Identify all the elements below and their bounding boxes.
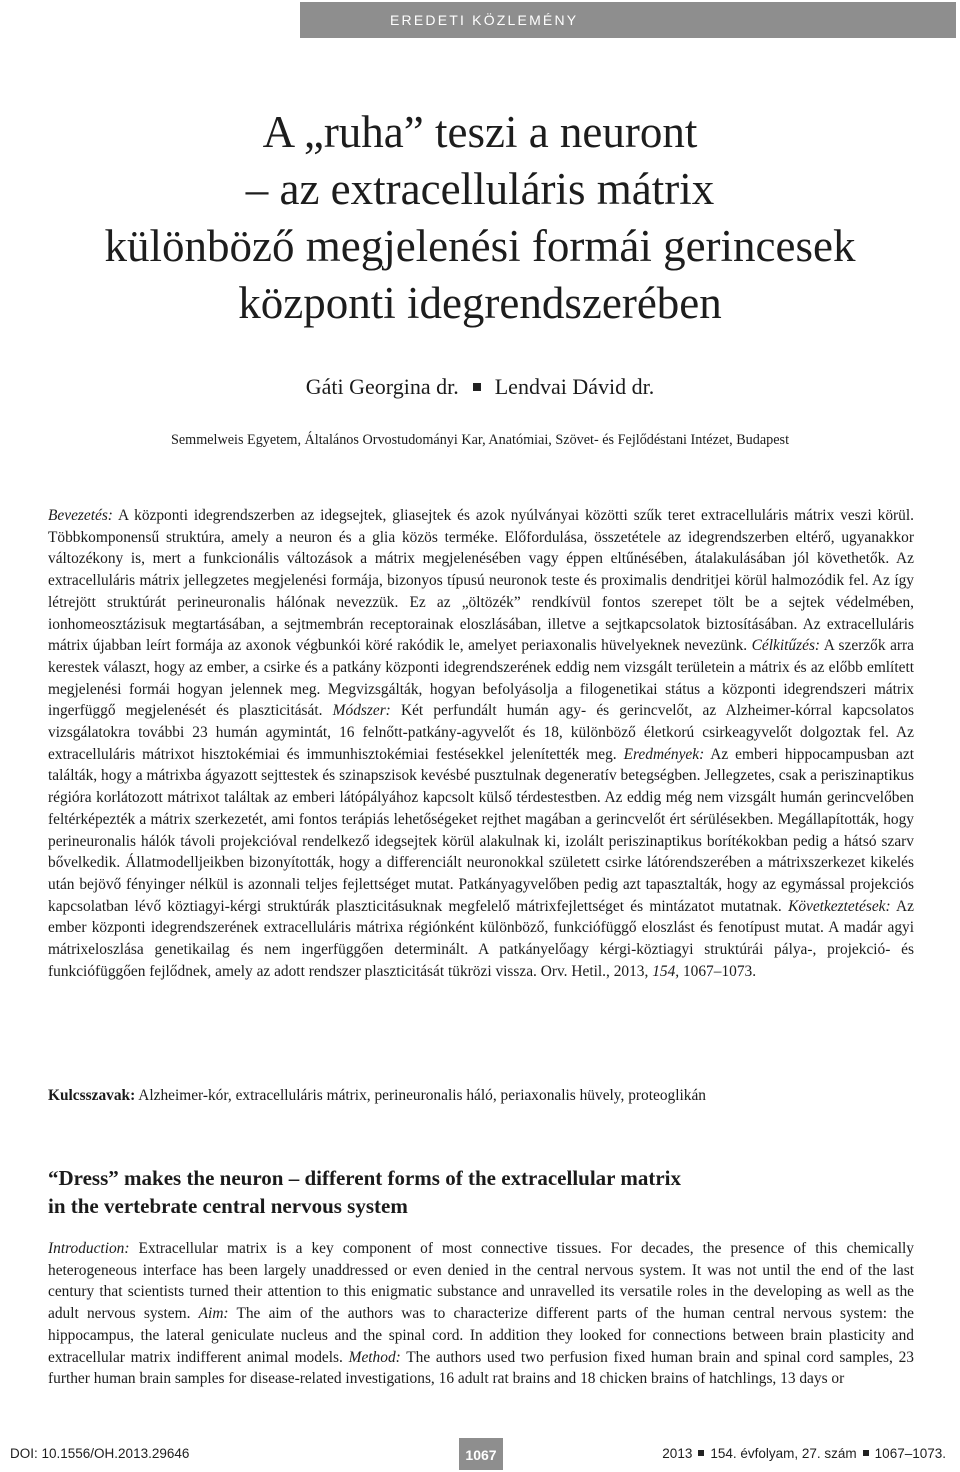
abstract-english (48, 1238, 914, 1390)
doi-link[interactable]: DOI: 10.1556/OH.2013.29646 (10, 1446, 190, 1461)
keywords-label: Kulcsszavak: (48, 1087, 136, 1104)
section-label: EREDETI KÖZLEMÉNY (300, 2, 956, 38)
citation-volume: 154. évfolyam, 27. szám (710, 1446, 857, 1461)
abstract-hungarian (48, 505, 914, 982)
abstract-heading: Módszer: (332, 702, 391, 720)
abstract-text: Az emberi hippocampusban azt találták, hogy a mátrixba ágyazott sejttestek és szinapszisok kevésbé pusztulnak degeneratív betegségben. Jellegzetes, csak a periszinaptikus régióra korlátozott mátrixot találtak az emberi látópályához kapcsolt külső térdestestben. Az eddig még nem vizsgált humán gerincvelőben feltérképezték a mátrix szerkezetét, ami fontos terápiás lehetőségeket rejthet magában a gerincvelőt ért sérülésekben. Megállapították, hogy perineuronalis hálók távoli projekcióval rendelkező idegsejtek körül alakulnak ki, izolált periszinaptikus borítékokban pedig a hátsó szarv bővelkedik. Állatmodelljeikben bizonyították, hogy a differenciált neuronokkal született csirke látórendszerében a mátrixszerkezet kikelés után bejövő fényinger nélkül is azonnali teljes fejlettséget mutat. Patkányagyvelőben pedig azt tapasztalták, hogy az egymással projekciós kapcsolatban lévő köztiagyi-kérgi struktúrák plaszticitásuknak megfelelő mátrixfejlettséget és mintázatot mutatnak. (48, 745, 914, 915)
abstract-heading: Célkitűzés: (751, 637, 821, 655)
abstract-text: Két perfundált humán agy- és gerincvelőt, az Alzheimer-kórral kapcsolatos vizsgálatokra további 23 humán agymintát, 16 felnőtt-patkány-agyvelőt és 18, különböző életkorú csirkeagyvelőt dolgoztak fel. Az extracelluláris mátrixot hisztokémiai és immunhisztokémiai festésekkel jelenítették meg. (48, 702, 914, 763)
separator-square-icon (698, 1450, 704, 1456)
separator-square-icon (473, 383, 481, 391)
title-line: különböző megjelenési formái gerincesek (104, 221, 856, 271)
english-title-line: in the vertebrate central nervous system (48, 1194, 408, 1218)
english-title-line: “Dress” makes the neuron – different forms of the extracellular matrix (48, 1166, 681, 1190)
english-title (48, 1164, 928, 1220)
abstract-heading: Következtetések: (788, 897, 891, 915)
page-footer (0, 1438, 960, 1470)
title-line: központi idegrendszerében (238, 278, 722, 328)
abstract-text: A központi idegrendszerben az idegsejtek, gliasejtek és azok nyúlványai közötti szűk teret extracelluláris mátrix veszi körül. Többkomponensű struktúra, amely a neuron és a glia közös terméke. Előfordulása, összetétele az idegrendszerben eltérő, ugyanakkor változékony is, mert a funkcionális változások a mátrix megjelenésében vagy éppen eltűnésében, átalakulásában jól követhetők. Az extracelluláris mátrix jellegzetes megjelenési formája, bizonyos típusú neuronok teste és proximalis dendritjei körül halmozódik fel. Az így létrejött struktúrát perineuronalis hálónak nevezzük. Ez az „öltözék” rendkívül fontos szerepet tölt be a sejtek védelmében, ionhomeosztázisuk megtartásában, a sejtmembrán receptorainak eloszlásában, illetve a sejtkapcsolatok biztosításában. Az extracelluláris mátrix újabban leírt formája az axonok végbunkói köré rakódik le, amelyet periaxonalis hüvelyeknek nevezünk. (48, 507, 914, 655)
page-range: 1067–1073. (679, 962, 757, 980)
article-title (0, 104, 960, 332)
abstract-heading: Introduction: (48, 1240, 130, 1257)
abstract-heading: Method: (348, 1348, 401, 1366)
abstract-text: The authors used two perfusion fixed human brain and spinal cord samples, 23 further human brain samples for disease-related investigations, 16 adult rat brains and 18 chicken brains of hatchlings, 13 days or (48, 1348, 914, 1388)
title-line: A „ruha” teszi a neuront (262, 107, 698, 157)
abstract-text: Extracellular matrix is a key component of most connective tissues. For decades, the presence of this chemically heterogeneous interface has been largely unaddressed or even denied in the central nervous system. It was not until the end of the last century that scientists turned their attention to this enigmatic substance and unravelled its versatile roles in the developing as well as the adult nervous system. (48, 1240, 914, 1323)
citation-year: 2013 (662, 1446, 693, 1461)
keywords (48, 1085, 914, 1107)
abstract-heading: Aim: (198, 1305, 229, 1323)
author-name: Gáti Georgina dr. (305, 374, 459, 399)
separator-square-icon (863, 1450, 869, 1456)
journal-citation (662, 1444, 946, 1464)
keywords-text: Alzheimer-kór, extracelluláris mátrix, perineuronalis háló, periaxonalis hüvely, proteoglikán (135, 1087, 706, 1104)
affiliation: Semmelweis Egyetem, Általános Orvostudományi Kar, Anatómiai, Szövet- és Fejlődéstani Intézet, Budapest (170, 432, 790, 448)
title-line: – az extracelluláris mátrix (245, 164, 715, 214)
abstract-text: A szerzők arra kerestek választ, hogy az ember, a csirke és a patkány központi idegrendszerének eddig nem vizsgált területein a mátrix és az előbb említett megjelenési formái hogyan jelennek meg. Megvizsgálták, hogyan befolyásolja a filogenetikai státus a központi idegrendszeri mátrix ingerfüggő megjelenését és plaszticitását. (48, 637, 914, 720)
abstract-heading: Bevezetés: (48, 507, 113, 524)
volume-number: 154, (652, 962, 680, 980)
author-list (0, 373, 960, 401)
abstract-text: The aim of the authors was to characterize different parts of the human central nervous system: the hippocampus, the lateral geniculate nucleus and the spinal cord. In addition they looked for connections between brain plasticity and extracellular matrix indifferent animal models. (48, 1305, 914, 1366)
page-number: 1067 (459, 1438, 503, 1470)
citation-pages: 1067–1073. (874, 1446, 946, 1461)
abstract-heading: Eredmények: (623, 745, 705, 763)
author-name: Lendvai Dávid dr. (494, 374, 655, 399)
abstract-text: Az ember központi idegrendszerének extracelluláris mátrixa régiónként különböző, funkciófüggő eloszlást és fenotípust mutat. A madár agyi mátrixeloszlása genetikailag és nem ingerfüggően determinált. A patkányelőagy kérgi-köztiagyi struktúrái pálya-, projekció- és funkciófüggően fejlődnek, amely az adott rendszer plaszticitását tükrözi vissza. Orv. Hetil., 2013, (48, 897, 915, 980)
